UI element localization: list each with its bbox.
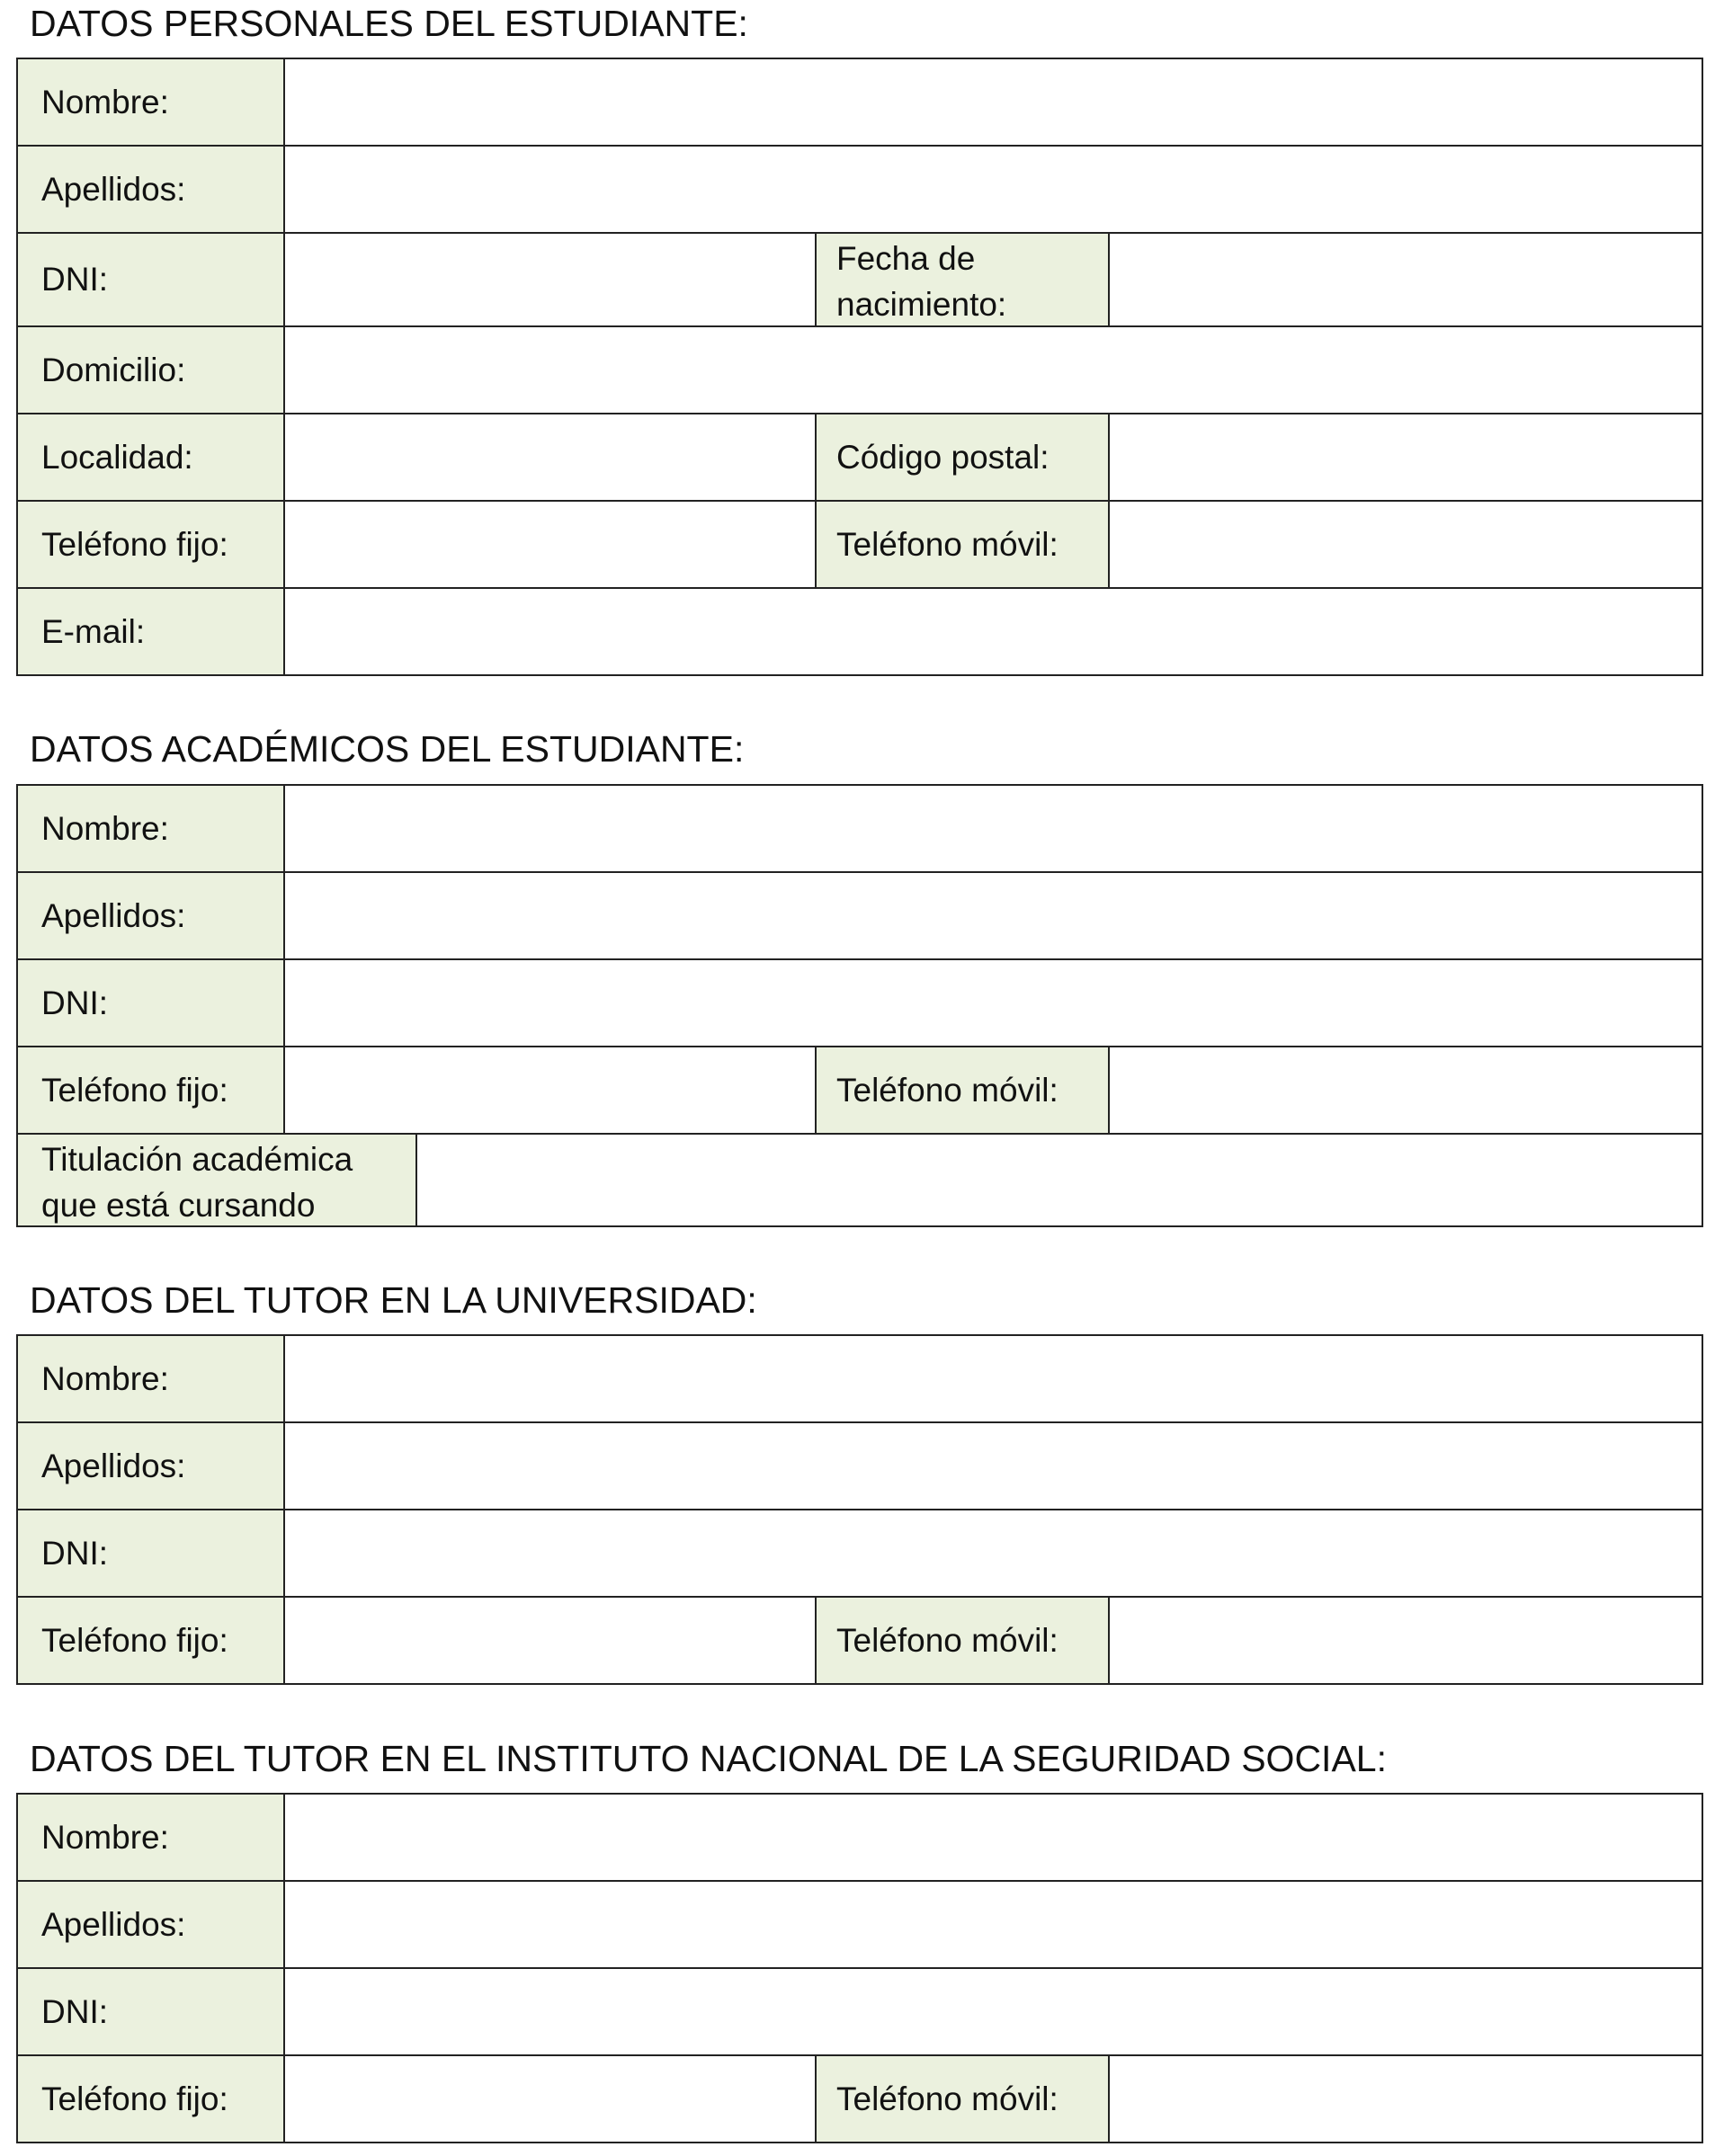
domicilio-field[interactable] [285, 327, 1702, 413]
row-telefonos [18, 2056, 1702, 2142]
telefono-fijo-field[interactable] [285, 2056, 815, 2142]
label-apellidos: Apellidos: [18, 1882, 285, 1967]
section-title-tutor-inss: DATOS DEL TUTOR EN EL INSTITUTO NACIONAL DE LA SEGURIDAD SOCIAL: [30, 1738, 1387, 1779]
label-dni: DNI: [18, 1510, 285, 1596]
table-personal [16, 58, 1703, 676]
apellidos-field[interactable] [285, 1423, 1702, 1509]
apellidos-input[interactable] [285, 147, 1702, 232]
section-title-academic: DATOS ACADÉMICOS DEL ESTUDIANTE: [30, 728, 745, 770]
label-nombre: Nombre: [18, 786, 285, 871]
domicilio-input[interactable] [285, 327, 1702, 413]
label-titulacion: Titulación académica que está cursando [18, 1135, 417, 1225]
row-apellidos [18, 147, 1702, 234]
telefono-movil-input[interactable] [1110, 2056, 1702, 2142]
label-domicilio: Domicilio: [18, 327, 285, 413]
row-apellidos [18, 1882, 1702, 1969]
label-telefono-fijo: Teléfono fijo: [18, 502, 285, 587]
row-dni [18, 960, 1702, 1047]
row-apellidos [18, 1423, 1702, 1510]
localidad-field[interactable] [285, 414, 815, 500]
nombre-input[interactable] [285, 786, 1702, 871]
label-telefono-fijo: Teléfono fijo: [18, 1598, 285, 1683]
nombre-input[interactable] [285, 59, 1702, 145]
telefono-movil-field[interactable] [1110, 1598, 1702, 1683]
dni-field[interactable] [285, 960, 1702, 1046]
label-telefono-movil: Teléfono móvil: [815, 502, 1110, 587]
table-tutor-universidad [16, 1334, 1703, 1685]
label-telefono-movil: Teléfono móvil: [815, 1047, 1110, 1133]
telefono-movil-input[interactable] [1110, 1047, 1702, 1133]
row-telefonos [18, 502, 1702, 589]
telefono-fijo-input[interactable] [285, 502, 815, 587]
row-telefonos [18, 1047, 1702, 1135]
nombre-input[interactable] [285, 1336, 1702, 1421]
email-field[interactable] [285, 589, 1702, 674]
label-dni: DNI: [18, 1969, 285, 2054]
label-apellidos: Apellidos: [18, 1423, 285, 1509]
apellidos-input[interactable] [285, 873, 1702, 958]
label-apellidos: Apellidos: [18, 873, 285, 958]
nombre-field[interactable] [285, 59, 1702, 145]
titulacion-input[interactable] [417, 1135, 1702, 1225]
codigo-postal-input[interactable] [1110, 414, 1702, 500]
label-nombre: Nombre: [18, 1336, 285, 1421]
row-nombre [18, 786, 1702, 873]
dni-field[interactable] [285, 1969, 1702, 2054]
dni-field[interactable] [285, 1510, 1702, 1596]
nombre-field[interactable] [285, 1336, 1702, 1421]
row-email [18, 589, 1702, 674]
telefono-movil-field[interactable] [1110, 1047, 1702, 1133]
telefono-fijo-input[interactable] [285, 1047, 815, 1133]
label-dni: DNI: [18, 960, 285, 1046]
dni-input[interactable] [285, 1969, 1702, 2054]
fecha-nacimiento-input[interactable] [1110, 234, 1702, 325]
label-nombre: Nombre: [18, 59, 285, 145]
row-nombre [18, 1795, 1702, 1882]
label-codigo-postal: Código postal: [815, 414, 1110, 500]
apellidos-field[interactable] [285, 873, 1702, 958]
telefono-movil-input[interactable] [1110, 502, 1702, 587]
row-titulacion [18, 1135, 1702, 1225]
dni-input[interactable] [285, 1510, 1702, 1596]
email-input[interactable] [285, 589, 1702, 674]
label-email: E-mail: [18, 589, 285, 674]
apellidos-field[interactable] [285, 147, 1702, 232]
telefono-fijo-field[interactable] [285, 1598, 815, 1683]
dni-field[interactable] [285, 234, 815, 325]
codigo-postal-field[interactable] [1110, 414, 1702, 500]
telefono-movil-input[interactable] [1110, 1598, 1702, 1683]
row-dni [18, 1510, 1702, 1598]
apellidos-input[interactable] [285, 1423, 1702, 1509]
nombre-field[interactable] [285, 786, 1702, 871]
apellidos-field[interactable] [285, 1882, 1702, 1967]
telefono-fijo-field[interactable] [285, 1047, 815, 1133]
row-nombre [18, 1336, 1702, 1423]
nombre-field[interactable] [285, 1795, 1702, 1880]
telefono-movil-field[interactable] [1110, 2056, 1702, 2142]
label-apellidos: Apellidos: [18, 147, 285, 232]
label-telefono-fijo: Teléfono fijo: [18, 2056, 285, 2142]
row-localidad-cp [18, 414, 1702, 502]
dni-input[interactable] [285, 234, 815, 325]
localidad-input[interactable] [285, 414, 815, 500]
row-telefonos [18, 1598, 1702, 1683]
label-localidad: Localidad: [18, 414, 285, 500]
row-dni [18, 1969, 1702, 2056]
label-fecha-nacimiento: Fecha de nacimiento: [815, 234, 1110, 325]
nombre-input[interactable] [285, 1795, 1702, 1880]
telefono-movil-field[interactable] [1110, 502, 1702, 587]
label-telefono-fijo: Teléfono fijo: [18, 1047, 285, 1133]
titulacion-field[interactable] [417, 1135, 1702, 1225]
row-domicilio [18, 327, 1702, 414]
apellidos-input[interactable] [285, 1882, 1702, 1967]
label-telefono-movil: Teléfono móvil: [815, 2056, 1110, 2142]
dni-input[interactable] [285, 960, 1702, 1046]
label-dni: DNI: [18, 234, 285, 325]
section-title-personal: DATOS PERSONALES DEL ESTUDIANTE: [30, 3, 748, 44]
section-title-tutor-universidad: DATOS DEL TUTOR EN LA UNIVERSIDAD: [30, 1279, 757, 1321]
label-nombre: Nombre: [18, 1795, 285, 1880]
telefono-fijo-input[interactable] [285, 2056, 815, 2142]
row-dni-fecha [18, 234, 1702, 327]
telefono-fijo-field[interactable] [285, 502, 815, 587]
table-tutor-inss [16, 1793, 1703, 2143]
fecha-nacimiento-field[interactable] [1110, 234, 1702, 325]
table-academic [16, 784, 1703, 1227]
row-nombre [18, 59, 1702, 147]
label-telefono-movil: Teléfono móvil: [815, 1598, 1110, 1683]
row-apellidos [18, 873, 1702, 960]
telefono-fijo-input[interactable] [285, 1598, 815, 1683]
